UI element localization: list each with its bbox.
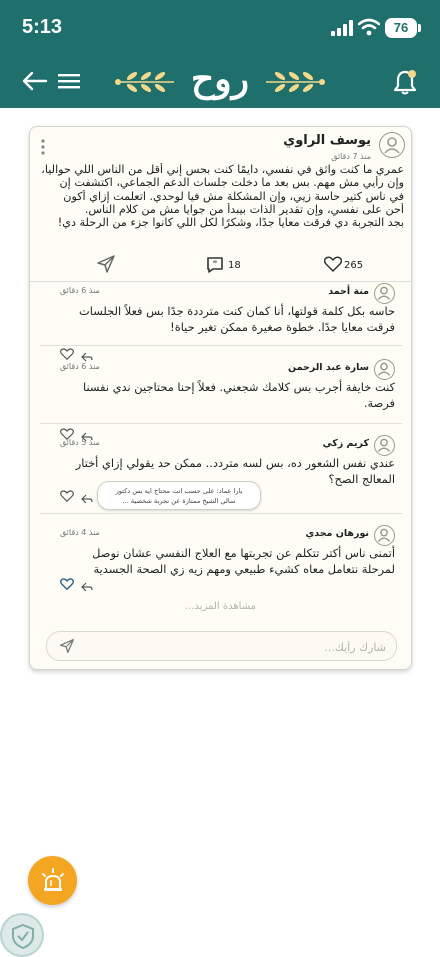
post-author[interactable]: يوسف الراوي	[283, 133, 371, 148]
bell-icon[interactable]	[392, 68, 418, 100]
app-logo	[112, 56, 328, 106]
comment-text-line: المعالج الصح؟	[328, 472, 395, 486]
post-card	[29, 126, 412, 670]
user-avatar-icon[interactable]	[374, 283, 395, 304]
comment-author[interactable]: منة أحمد	[328, 286, 369, 297]
comment-text	[40, 545, 395, 577]
comment-time: منذ 4 دقائق	[60, 528, 100, 537]
user-avatar-icon[interactable]	[374, 525, 395, 546]
battery-indicator: 76	[385, 18, 417, 38]
user-avatar-icon[interactable]	[374, 359, 395, 380]
comments-button[interactable]	[206, 256, 241, 282]
post-body-line: في ناس كتير حاسة زيي، وإن المشكلة مش فيا لوحدي. اتعلمت إزاي أكون	[63, 189, 404, 203]
comment-divider	[40, 513, 402, 514]
post-body-line: بجد التجربة دي فرقت معايا جدًا، وشكرًا لكل اللي كانوا جزء من الرحلة دي!	[57, 216, 404, 230]
comment-input-box	[46, 631, 397, 661]
reply-arrow-icon[interactable]	[81, 577, 93, 596]
like-button[interactable]	[324, 256, 364, 282]
post-body-line: وإن رأيي مش مهم. بس بعد ما دخلت جلسات الدعم الجماعي، اكتشفت إن	[59, 176, 404, 190]
see-more-link[interactable]: مشاهدة المزيد...	[185, 601, 256, 612]
comment-like-heart-icon[interactable]	[60, 487, 74, 506]
comment-author[interactable]: كريم زكي	[322, 438, 369, 449]
post-body	[38, 163, 404, 229]
post-actions	[30, 253, 411, 282]
comment-text-line: لمرحلة نتعامل معاه كشيء طبيعي ومهم زيه زي الصحة الجسدية	[93, 562, 395, 576]
comment-divider	[40, 345, 402, 346]
user-avatar-icon[interactable]	[379, 132, 405, 158]
user-avatar-icon[interactable]	[374, 435, 395, 456]
comment-time: منذ 5 دقائق	[60, 438, 100, 447]
share-icon	[96, 254, 116, 274]
more-options-icon[interactable]	[40, 139, 46, 159]
comment-time: منذ 6 دقائق	[60, 286, 100, 295]
comment-icon	[206, 256, 224, 274]
siren-alert-icon	[40, 868, 66, 894]
comment-author[interactable]: سارة عبد الرحمن	[288, 362, 369, 373]
comment-text-line: كنت خايفة أجرب بس كلامك شجعني. فعلاً إحنا محتاجين ندي نفسنا	[82, 380, 395, 394]
comments-count: 18	[228, 260, 241, 271]
comment-like-heart-icon[interactable]	[60, 575, 74, 594]
reply-arrow-icon[interactable]	[81, 489, 93, 508]
comment-text-line: أتمنى ناس أكتر تتكلم عن تجربتها مع العلاج النفسي عشان نوصل	[92, 546, 395, 560]
share-button[interactable]	[96, 254, 116, 280]
app-bar	[0, 0, 440, 108]
emergency-alert-button[interactable]	[28, 856, 77, 905]
svg-text:": "	[212, 260, 218, 270]
post-time: منذ 7 دقائق	[331, 152, 371, 161]
comment-input[interactable]	[89, 632, 388, 662]
status-bar	[0, 0, 440, 54]
comment-text	[40, 379, 395, 411]
comment-time: منذ 6 دقائق	[60, 362, 100, 371]
app-logo-text: روح	[190, 58, 249, 100]
reply-preview-line: يارا عماد: على حسب انت محتاج ايه بس دكتور	[115, 487, 243, 495]
reply-preview[interactable]	[97, 481, 261, 510]
status-time: 5:13	[22, 16, 63, 38]
comment-text	[40, 303, 395, 335]
comment-text-line: فرقت معايا جدًا. خطوة صغيرة ممكن تغير حياة!	[170, 320, 395, 334]
watermark-logo	[0, 913, 44, 957]
comment-text-line: حاسه بكل كلمة قولتها، أنا كمان كنت مترددة جدًا بس فعلاً الجلسات	[79, 304, 395, 318]
comment-text-line: فرصة.	[363, 396, 395, 410]
back-arrow-icon[interactable]	[22, 70, 48, 96]
heart-icon	[324, 256, 342, 272]
comment-divider	[40, 423, 402, 424]
post-body-line: عمري ما كنت واثق في نفسي، دايمًا كنت بحس إني أقل من الناس اللي حواليا،	[41, 163, 404, 176]
wifi-icon	[358, 18, 380, 40]
post-body-line: أحن على نفسي، وإن تقدير الذات بيبدأ من جوايا مش من كلام الناس.	[84, 202, 404, 216]
reply-preview-line: سالي الشيخ ممتازة عن تجربة شخصية ...	[122, 497, 236, 505]
comment-author[interactable]: نورهان مجدي	[305, 528, 369, 539]
comment-text-line: عندي نفس الشعور ده، بس لسه متردد.. ممكن حد يقولي إزاي أختار	[75, 456, 395, 470]
menu-icon[interactable]	[58, 72, 80, 94]
signal-icon	[331, 20, 353, 40]
likes-count: 265	[344, 260, 364, 271]
send-icon[interactable]	[59, 638, 75, 658]
